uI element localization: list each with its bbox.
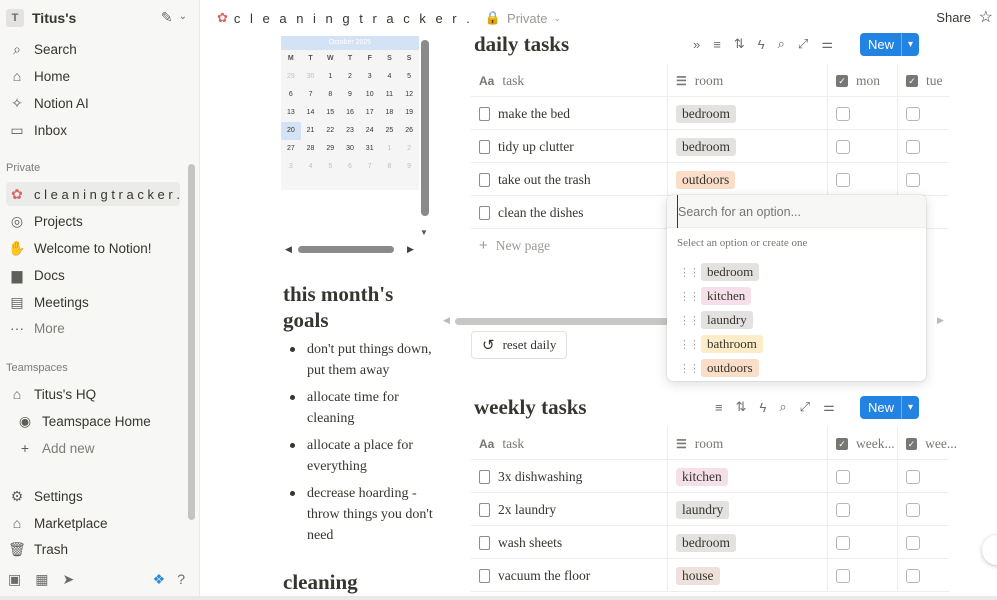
calendar-day[interactable]: 26 — [405, 127, 414, 134]
calendar-month: October 2025 — [281, 36, 419, 50]
help-icon[interactable]: ? — [177, 571, 185, 587]
reset-daily-button[interactable]: ↺ reset daily — [471, 331, 567, 359]
option-item-bedroom[interactable]: ⋮⋮ bedroom — [667, 260, 926, 284]
drag-handle-icon[interactable]: ⋮⋮ — [679, 314, 699, 327]
table-row[interactable] — [471, 163, 949, 196]
task-name[interactable]: 2x laundry — [498, 501, 557, 517]
calendar-grid — [281, 50, 419, 176]
checkbox[interactable] — [836, 173, 850, 187]
calendar-day[interactable]: 22 — [326, 127, 335, 134]
calendar-day[interactable]: 1 — [387, 145, 392, 152]
reset-icon: ↺ — [482, 337, 495, 354]
calendar-day[interactable]: 30 — [306, 73, 315, 80]
checkbox[interactable] — [836, 140, 850, 154]
calendar-day[interactable]: 10 — [365, 91, 374, 98]
calendar-widget — [281, 36, 419, 190]
column-header-tue[interactable]: ✓ tue — [897, 64, 957, 97]
search-icon[interactable]: ⌕ — [779, 399, 787, 414]
room-tag[interactable]: house — [676, 567, 720, 585]
text-property-icon: Aa — [479, 73, 495, 88]
option-item-kitchen[interactable]: ⋮⋮ kitchen — [667, 284, 926, 308]
trash-icon: 🗑 — [8, 540, 26, 557]
checkbox-property-icon: ✓ — [907, 438, 916, 449]
page-icon — [479, 470, 490, 484]
inbox-icon: ▭ — [10, 121, 24, 138]
chevron-down-icon: ⌄ — [553, 12, 562, 23]
calendar-icon: ▤ — [10, 293, 24, 310]
page-icon — [479, 173, 490, 187]
calendar-day[interactable]: 25 — [385, 127, 394, 134]
calendar-day[interactable]: 24 — [365, 127, 374, 134]
calendar-day[interactable]: 15 — [326, 109, 335, 116]
sidebar-item-docs[interactable]: ▆ Docs — [6, 263, 186, 287]
table-header — [471, 64, 949, 97]
doc-icon: ▆ — [11, 266, 23, 283]
embed-vertical-scrollbar[interactable] — [421, 40, 429, 216]
workspace-switcher[interactable] — [6, 6, 76, 30]
lock-icon: 🔒 — [484, 10, 502, 25]
sidebar-item-settings[interactable]: ⚙ Settings — [6, 484, 186, 508]
settings-sliders-icon[interactable]: ⚌ — [821, 36, 833, 51]
sidebar-item-add-new[interactable]: + Add new — [14, 436, 194, 460]
calendar-day[interactable]: 28 — [306, 145, 315, 152]
table-row[interactable] — [471, 526, 949, 559]
checkbox[interactable] — [906, 173, 920, 187]
section-label-private: Private — [6, 162, 41, 174]
goal-item: don't put things down, put them away — [307, 339, 437, 381]
calendar-day[interactable]: 19 — [405, 109, 414, 116]
sidebar-item-search[interactable]: ⌕ Search — [6, 37, 186, 61]
calendar-day[interactable]: 8 — [328, 91, 333, 98]
list-property-icon: ☰ — [676, 436, 687, 451]
filter-icon[interactable]: ≡ — [715, 399, 723, 415]
sidebar-item-more[interactable]: ··· More — [10, 320, 65, 336]
room-tag[interactable]: kitchen — [676, 468, 728, 486]
checkbox[interactable] — [836, 536, 850, 550]
more-icon: ··· — [10, 320, 24, 336]
calendar-day[interactable]: 13 — [286, 109, 295, 116]
calendar-weekday: W — [326, 55, 334, 62]
calendar-day[interactable]: 3 — [288, 163, 293, 170]
calendar-day[interactable]: 7 — [367, 163, 372, 170]
checkbox[interactable] — [836, 470, 850, 484]
list-property-icon: ☰ — [676, 73, 687, 88]
checkbox[interactable] — [836, 107, 850, 121]
sidebar-item-titus-hq[interactable]: ⌂ Titus's HQ — [6, 382, 186, 406]
notion-logo-icon[interactable]: ▣ — [8, 571, 22, 587]
task-name[interactable]: take out the trash — [498, 171, 591, 187]
calendar-weekday: T — [347, 55, 353, 62]
option-item-outdoors[interactable]: ⋮⋮ outdoors — [667, 356, 926, 380]
table-row[interactable] — [471, 130, 949, 163]
column-header-room[interactable]: ☰ room — [667, 64, 827, 97]
goal-item: allocate a place for everything — [307, 435, 437, 477]
table-row[interactable] — [471, 559, 949, 592]
option-hint: Select an option or create one — [677, 237, 808, 249]
topbar — [201, 0, 997, 36]
column-header-room[interactable]: ☰ room — [667, 427, 827, 460]
scroll-left-arrow-icon[interactable]: ◀ — [443, 315, 450, 325]
automation-icon[interactable]: ϟ — [757, 36, 765, 52]
sidebar-item-home[interactable]: ⌂ Home — [6, 64, 186, 88]
daily-new-button[interactable]: New ▾ — [860, 33, 919, 56]
filter-icon[interactable]: ≡ — [713, 36, 721, 52]
calendar-weekday: F — [367, 55, 372, 62]
calendar-day[interactable]: 29 — [286, 73, 295, 80]
calendar-day[interactable]: 11 — [385, 91, 394, 98]
section-label-teamspaces: Teamspaces — [6, 362, 68, 374]
calendar-day[interactable]: 31 — [365, 145, 374, 152]
task-name[interactable]: wash sheets — [498, 534, 563, 550]
weekly-new-button[interactable]: New ▾ — [860, 396, 919, 419]
option-item-laundry[interactable]: ⋮⋮ laundry — [667, 308, 926, 332]
page-icon — [479, 569, 490, 583]
store-icon: ⌂ — [12, 515, 22, 531]
calendar-day[interactable]: 6 — [348, 163, 352, 170]
column-header-mon[interactable]: ✓ mon — [827, 64, 897, 97]
visibility-label[interactable]: Private — [507, 10, 548, 26]
calendar-day[interactable]: 14 — [306, 109, 315, 116]
option-item-bathroom[interactable]: ⋮⋮ bathroom — [667, 332, 926, 356]
task-name[interactable]: tidy up clutter — [498, 138, 574, 154]
calendar-weekday: M — [287, 55, 294, 62]
drag-handle-icon[interactable]: ⋮⋮ — [679, 362, 699, 375]
sort-icon[interactable]: ⇅ — [733, 36, 745, 51]
calendar-day[interactable]: 3 — [367, 73, 372, 80]
task-name[interactable]: vacuum the floor — [498, 567, 591, 583]
new-page-icon[interactable]: ✎ — [160, 9, 173, 25]
checkbox[interactable] — [906, 536, 920, 550]
expand-icon[interactable]: » — [693, 36, 701, 52]
column-header-task[interactable]: Aa task — [479, 72, 525, 88]
checkbox-property-icon: ✓ — [836, 75, 848, 87]
calendar-app-icon[interactable]: ▦ — [35, 571, 49, 587]
chevron-down-icon[interactable]: ⌄ — [178, 11, 187, 22]
option-search — [667, 195, 926, 228]
calendar-day[interactable]: 23 — [346, 127, 354, 134]
option-search-input[interactable] — [677, 195, 936, 228]
checkbox[interactable] — [836, 503, 850, 517]
calendar-day[interactable]: 27 — [286, 145, 295, 152]
calendar-day[interactable]: 2 — [348, 73, 352, 80]
task-name[interactable]: make the bed — [498, 105, 570, 121]
checkbox[interactable] — [906, 470, 920, 484]
sidebar-item-notion-ai[interactable]: ✧ Notion AI — [6, 91, 186, 115]
breadcrumb[interactable] — [217, 10, 561, 26]
sidebar-item-inbox[interactable]: ▭ Inbox — [6, 118, 186, 142]
weekly-tasks-title[interactable]: weekly tasks — [474, 395, 587, 419]
calendar-day[interactable]: 4 — [387, 73, 392, 80]
sidebar-item-marketplace[interactable]: ⌂ Marketplace — [6, 511, 186, 535]
text-property-icon: Aa — [479, 436, 495, 451]
calendar-day[interactable]: 2 — [407, 145, 412, 152]
star-icon[interactable]: ☆ — [978, 9, 993, 26]
room-tag[interactable]: laundry — [676, 501, 729, 519]
calendar-day[interactable]: 16 — [346, 109, 354, 116]
open-full-icon[interactable]: ⤢ — [797, 36, 809, 51]
room-tag[interactable]: outdoors — [676, 171, 735, 189]
chevron-down-icon[interactable]: ▾ — [901, 33, 919, 56]
search-icon[interactable]: ⌕ — [777, 36, 785, 51]
calendar-day[interactable]: 7 — [308, 91, 313, 98]
window-bottom-edge — [0, 596, 997, 600]
table-header — [471, 427, 957, 460]
target-icon: ◎ — [10, 212, 24, 229]
scroll-right-arrow-icon[interactable]: ▶ — [407, 244, 414, 254]
sidebar-item-welcome[interactable]: ✋ Welcome to Notion! — [8, 239, 152, 256]
checkbox[interactable] — [906, 140, 920, 154]
scroll-left-arrow-icon[interactable]: ◀ — [285, 244, 292, 254]
new-page-row[interactable]: + New page — [479, 237, 551, 254]
scroll-right-arrow-icon[interactable]: ▶ — [937, 315, 944, 325]
calendar-day[interactable]: 1 — [328, 73, 333, 80]
plus-icon: + — [479, 237, 488, 254]
table-row[interactable] — [471, 460, 949, 493]
embed-horizontal-scrollbar[interactable] — [298, 246, 394, 253]
chevron-down-icon[interactable]: ▾ — [901, 396, 919, 419]
floating-help-button[interactable] — [982, 535, 997, 565]
ai-icon: ✧ — [11, 94, 23, 111]
select-option-popup — [667, 195, 926, 381]
compass-icon: ◉ — [18, 412, 32, 429]
sidebar-item-projects[interactable]: ◎ Projects — [6, 209, 186, 233]
search-icon: ⌕ — [13, 40, 21, 57]
checkbox[interactable] — [906, 107, 920, 121]
flower-icon: ✿ — [217, 10, 228, 25]
column-header-task[interactable]: Aa task — [479, 435, 525, 451]
cleaning-heading: cleaning — [283, 570, 358, 594]
sidebar — [0, 0, 200, 600]
send-icon[interactable]: ➤ — [62, 571, 75, 587]
checkbox-property-icon: ✓ — [836, 438, 848, 450]
house-icon: ⌂ — [12, 386, 22, 402]
page-icon — [479, 107, 490, 121]
calendar-day[interactable]: 30 — [346, 145, 354, 152]
workspace-avatar: T — [6, 9, 24, 27]
calendar-weekday: S — [406, 55, 412, 62]
checkbox[interactable] — [906, 569, 920, 583]
page-title: c l e a n i n g t r a c k e r . — [233, 10, 473, 26]
sidebar-item-trash[interactable]: 🗑 Trash — [8, 540, 69, 557]
calendar-day[interactable]: 8 — [387, 163, 392, 170]
table-row[interactable] — [471, 493, 949, 526]
table-row[interactable] — [471, 97, 949, 130]
sidebar-item-meetings[interactable]: ▤ Meetings — [6, 290, 186, 314]
page-icon — [479, 503, 490, 517]
calendar-day[interactable]: 29 — [326, 145, 335, 152]
calendar-day[interactable]: 18 — [385, 109, 394, 116]
daily-tasks-title[interactable]: daily tasks — [474, 32, 570, 56]
goal-item: decrease hoarding - throw things you don't need — [307, 483, 437, 546]
page-icon — [479, 206, 490, 220]
open-full-icon[interactable]: ⤢ — [799, 399, 811, 414]
page-icon — [479, 536, 490, 550]
home-icon: ⌂ — [12, 68, 22, 84]
goal-item: allocate time for cleaning — [307, 387, 437, 429]
room-tag[interactable]: bedroom — [676, 138, 736, 156]
sidebar-item-cleaningtracker[interactable]: ✿ c l e a n i n g t r a c k e r . — [6, 182, 180, 206]
drag-handle-icon[interactable]: ⋮⋮ — [679, 266, 699, 279]
goals-list — [307, 339, 437, 552]
task-name[interactable]: 3x dishwashing — [498, 468, 583, 484]
flower-icon: ✿ — [11, 185, 23, 202]
checkbox[interactable] — [836, 569, 850, 583]
share-button[interactable]: Share — [936, 10, 971, 25]
weekly-table — [471, 427, 957, 592]
calendar-day[interactable]: 20 — [281, 122, 301, 140]
calendar-day[interactable]: 4 — [308, 163, 313, 170]
calendar-day[interactable]: 12 — [405, 91, 414, 98]
checkbox[interactable] — [906, 503, 920, 517]
checkbox-property-icon: ✓ — [906, 75, 918, 87]
calendar-day[interactable]: 9 — [348, 91, 352, 98]
room-tag[interactable]: bedroom — [676, 105, 736, 123]
wave-icon: ✋ — [8, 239, 26, 256]
settings-sliders-icon[interactable]: ⚌ — [823, 399, 835, 414]
calendar-day[interactable]: 6 — [288, 91, 293, 98]
goals-heading: this month's goals — [283, 282, 394, 332]
room-tag[interactable]: bedroom — [676, 534, 736, 552]
calendar-day[interactable]: 21 — [306, 127, 315, 134]
calendar-weekday: S — [387, 55, 392, 62]
automation-icon[interactable]: ϟ — [759, 399, 767, 415]
calendar-day[interactable]: 5 — [328, 163, 333, 170]
plus-icon: + — [20, 440, 30, 456]
sort-icon[interactable]: ⇅ — [735, 399, 747, 414]
table-horizontal-scrollbar[interactable] — [455, 318, 675, 325]
workspace-name: Titus's — [32, 10, 77, 26]
page-icon — [479, 140, 490, 154]
column-header-week2[interactable]: ✓ wee... — [897, 427, 957, 460]
drag-handle-icon[interactable]: ⋮⋮ — [679, 290, 699, 303]
gift-icon[interactable]: ❖ — [152, 571, 166, 587]
scroll-down-arrow-icon[interactable]: ▼ — [420, 228, 428, 237]
calendar-day[interactable]: 9 — [407, 163, 412, 170]
calendar-day[interactable]: 17 — [365, 109, 374, 116]
calendar-day[interactable]: 5 — [407, 73, 412, 80]
calendar-weekday: T — [308, 55, 313, 62]
sidebar-scrollbar[interactable] — [188, 164, 195, 520]
column-header-week1[interactable]: ✓ week... — [827, 427, 897, 460]
sidebar-item-teamspace-home[interactable]: ◉ Teamspace Home — [14, 409, 194, 433]
drag-handle-icon[interactable]: ⋮⋮ — [679, 338, 699, 351]
gear-icon: ⚙ — [10, 487, 24, 504]
task-name[interactable]: clean the dishes — [498, 204, 584, 220]
